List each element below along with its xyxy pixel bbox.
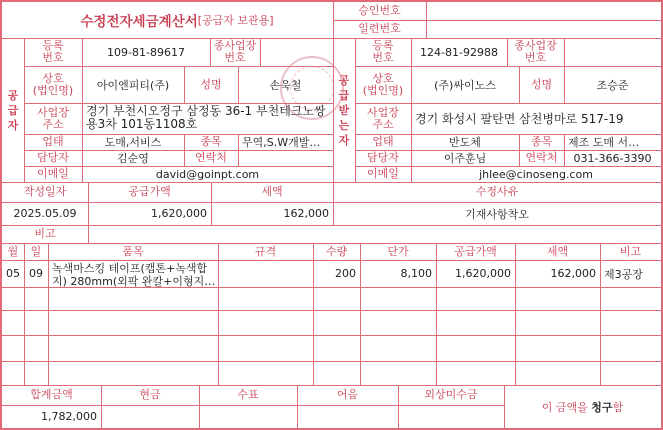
supplier-manager-value: 김순영: [117, 152, 149, 165]
buyer-biz-value: 반도체: [449, 136, 481, 149]
cash-value: [101, 405, 199, 428]
claim-prefix: 이 금액을: [541, 400, 592, 414]
supplier-side-label: 공 급 자: [7, 88, 19, 132]
supplier-name-value: 아이엔피티(주): [96, 78, 170, 92]
buyer-item-label: 종목: [530, 135, 553, 148]
promissory-note-label: 어음: [336, 388, 359, 401]
items-col-month: 월: [7, 244, 19, 258]
buyer-branch-value: [564, 38, 661, 66]
supplier-email-label: 이메일: [37, 167, 69, 180]
items-col-day: 일: [30, 244, 42, 258]
item-unit-price: 8,100: [400, 267, 432, 280]
supplier-branch-label: 종사업장 번호: [213, 39, 257, 64]
buyer-name-value: (주)싸이노스: [434, 78, 496, 92]
approval-number-label: 승인번호: [358, 4, 401, 17]
approval-number-value: [426, 2, 661, 20]
buyer-branch-label: 종사업장 번호: [514, 39, 557, 64]
buyer-contact-label: 연락처: [525, 151, 558, 164]
item-name: 녹색마스킹 테이프(캡톤+녹색합지) 280mm(외팍 완칼+이형지…: [52, 262, 216, 287]
supply-amount-label: 공급가액: [128, 185, 171, 198]
buyer-addr-label: 사업장 주소: [367, 105, 399, 131]
buyer-email-value: jhlee@cinoseng.com: [479, 167, 593, 181]
supplier-addr-label: 사업장 주소: [37, 105, 69, 131]
items-col-tax: 세액: [546, 244, 569, 258]
items-col-unit-price: 단가: [387, 244, 409, 258]
supplier-contact-label: 연락처: [195, 151, 227, 164]
buyer-manager-label: 담당자: [367, 151, 399, 164]
serial-number-value: [426, 20, 661, 38]
items-col-spec: 규격: [254, 244, 277, 258]
supplier-ceo-label: 성명: [200, 77, 222, 91]
supplier-biz-value: 도매,서비스: [104, 136, 162, 149]
buyer-biz-label: 업태: [372, 135, 394, 148]
date-value: 2025.05.09: [13, 207, 77, 220]
buyer-reg-label: 등록 번호: [372, 39, 394, 64]
title-text: 수정전자세금계산서: [80, 13, 198, 30]
credit-value: [398, 405, 504, 428]
supplier-addr-value: 경기 부천시오정구 삼정동 36-1 부천테크노쌍용3차 101동1108호: [86, 104, 326, 131]
items-col-qty: 수량: [325, 244, 348, 258]
remarks-value: [88, 225, 661, 243]
total-amount-label: 합계금액: [30, 388, 73, 401]
claim-suffix: 함: [612, 400, 624, 414]
revision-reason-value: 기재사항착오: [465, 207, 529, 221]
buyer-email-label: 이메일: [367, 167, 399, 180]
items-col-name: 품목: [122, 244, 144, 258]
tax-amount-label: 세액: [261, 185, 283, 198]
item-qty: 200: [335, 267, 356, 280]
buyer-ceo-label: 성명: [530, 77, 553, 91]
buyer-addr-value: 경기 화성시 팔탄면 삼천병마로 517-19: [415, 112, 624, 126]
buyer-side-label: 공 급 받 는 자: [338, 73, 350, 147]
buyer-manager-value: 이주훈님: [443, 152, 487, 165]
item-month: 05: [6, 267, 20, 280]
item-amount: 1,620,000: [455, 267, 511, 280]
items-col-amount: 공급가액: [454, 244, 497, 258]
buyer-ceo-value: 조승준: [596, 78, 629, 92]
tax-amount-value: 162,000: [283, 207, 329, 220]
supplier-ceo-value: 손욱철: [269, 78, 302, 92]
supplier-contact-value: [238, 150, 333, 166]
promissory-note-value: [297, 405, 398, 428]
supplier-item-label: 종목: [200, 135, 222, 148]
supply-amount-value: 1,620,000: [151, 207, 207, 220]
check-label: 수표: [237, 388, 259, 401]
supplier-item-value: 무역,S.W개발…: [242, 136, 321, 149]
items-col-note: 비고: [619, 244, 642, 258]
revision-reason-label: 수정사유: [475, 185, 519, 198]
buyer-item-value: 제조 도매 서…: [568, 136, 640, 149]
credit-label: 외상미수금: [424, 388, 478, 401]
buyer-contact-value: 031-366-3390: [573, 151, 652, 165]
cash-label: 현금: [139, 388, 161, 401]
claim-word: 청구: [591, 400, 613, 414]
supplier-reg-label: 등록 번호: [42, 39, 64, 64]
serial-number-label: 일련번호: [358, 22, 401, 35]
buyer-reg-value: 124-81-92988: [420, 45, 498, 59]
item-day: 09: [29, 267, 43, 280]
item-note: 제3공장: [604, 267, 643, 281]
check-value: [199, 405, 297, 428]
claim-statement: [504, 385, 661, 428]
item-spec: [218, 260, 313, 287]
title-subtitle: [공급자 보관용]: [197, 13, 274, 27]
supplier-biz-label: 업태: [42, 135, 64, 148]
remarks-label: 비고: [34, 227, 56, 240]
invoice-title: [2, 2, 352, 37]
item-tax: 162,000: [550, 267, 596, 280]
supplier-email-value: david@goinpt.com: [155, 167, 260, 181]
supplier-name-label: 상호 (법인명): [32, 71, 74, 97]
supplier-reg-value: 109-81-89617: [107, 45, 185, 59]
buyer-name-label: 상호 (법인명): [362, 71, 404, 97]
total-amount-value: 1,782,000: [41, 410, 97, 423]
date-label: 작성일자: [23, 185, 67, 198]
supplier-manager-label: 담당자: [37, 151, 69, 164]
